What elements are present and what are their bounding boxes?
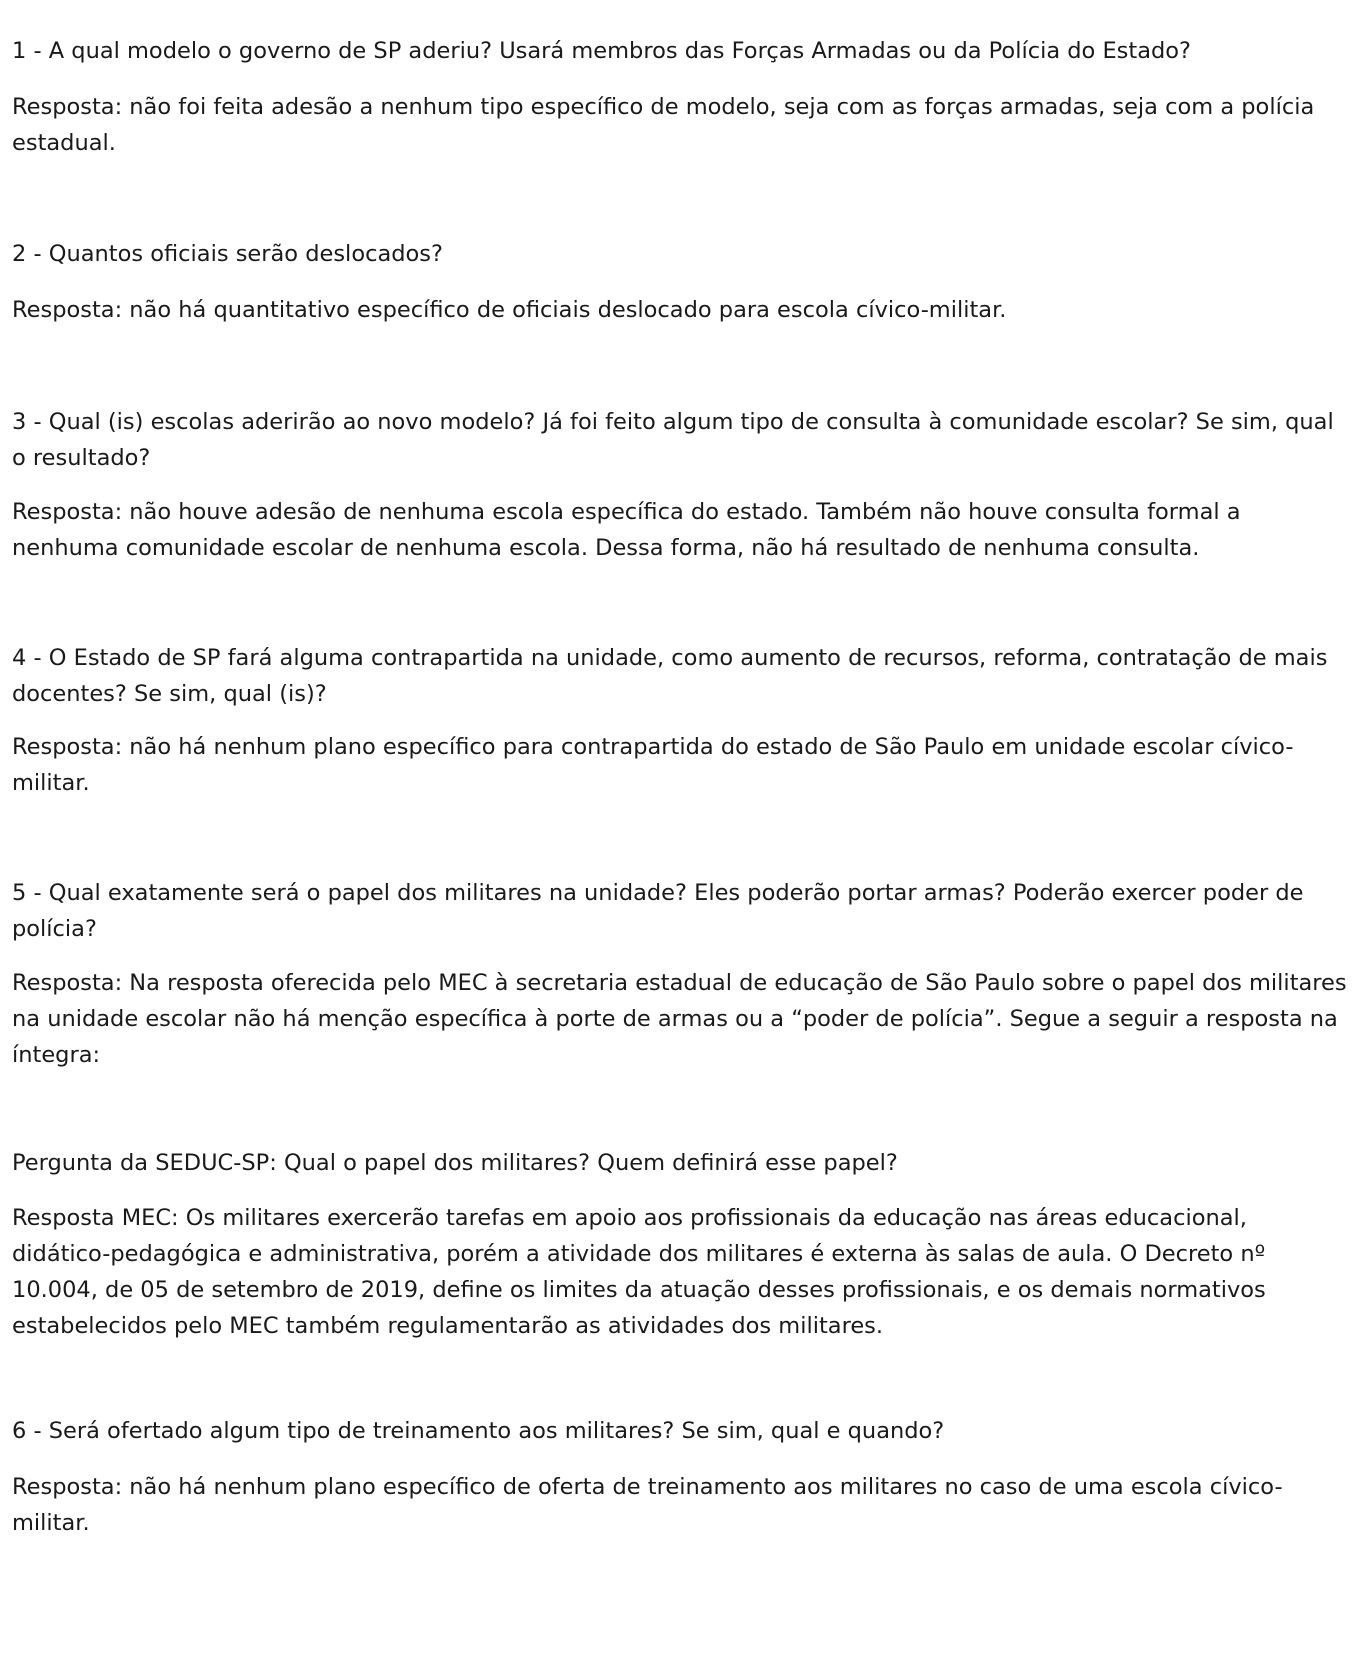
question-4: 4 - O Estado de SP fará alguma contrapartida na unidade, como aumento de recursos, reforma, contratação de mais docentes? Se sim, qual (is)? (12, 645, 1328, 707)
mec-answer: Resposta MEC: Os militares exercerão tarefas em apoio aos profissionais da educação nas áreas educacional, didático-pedagógica e administrativa, porém a atividade dos militares é externa às salas de aula. O Decreto nº 10.004, de 05 de setembro de 2019, define os limites da atuação desses profissionais, e os demais normativos estabelecidos pelo MEC também regulamentarão as atividades dos militares. (12, 1205, 1266, 1339)
question-2: 2 - Quantos oficiais serão deslocados? (12, 241, 443, 267)
answer-1: Resposta: não foi feita adesão a nenhum tipo específico de modelo, seja com as forças armadas, seja com a polícia estadual. (12, 94, 1315, 156)
answer-5: Resposta: Na resposta oferecida pelo MEC à secretaria estadual de educação de São Paulo sobre o papel dos militares na unidade escolar não há menção específica à porte de armas ou a “poder de polícia”. Segue a seguir a resposta na íntegra: (12, 970, 1347, 1068)
answer-4: Resposta: não há nenhum plano específico para contrapartida do estado de São Paulo em unidade escolar cívico-militar. (12, 734, 1294, 796)
seduc-question: Pergunta da SEDUC-SP: Qual o papel dos militares? Quem definirá esse papel? (12, 1150, 898, 1176)
question-6: 6 - Será ofertado algum tipo de treinamento aos militares? Se sim, qual e quando? (12, 1418, 945, 1444)
question-5: 5 - Qual exatamente será o papel dos militares na unidade? Eles poderão portar armas? Poderão exercer poder de polícia? (12, 880, 1304, 942)
question-1: 1 - A qual modelo o governo de SP aderiu? Usará membros das Forças Armadas ou da Polícia do Estado? (12, 38, 1191, 64)
question-3: 3 - Qual (is) escolas aderirão ao novo modelo? Já foi feito algum tipo de consulta à comunidade escolar? Se sim, qual o resultado? (12, 409, 1334, 471)
answer-6: Resposta: não há nenhum plano específico de oferta de treinamento aos militares no caso de uma escola cívico-militar. (12, 1474, 1283, 1536)
answer-2: Resposta: não há quantitativo específico de oficiais deslocado para escola cívico-militar. (12, 297, 1007, 323)
answer-3: Resposta: não houve adesão de nenhuma escola específica do estado. Também não houve consulta formal a nenhuma comunidade escolar de nenhuma escola. Dessa forma, não há resultado de nenhuma consulta. (12, 499, 1241, 561)
